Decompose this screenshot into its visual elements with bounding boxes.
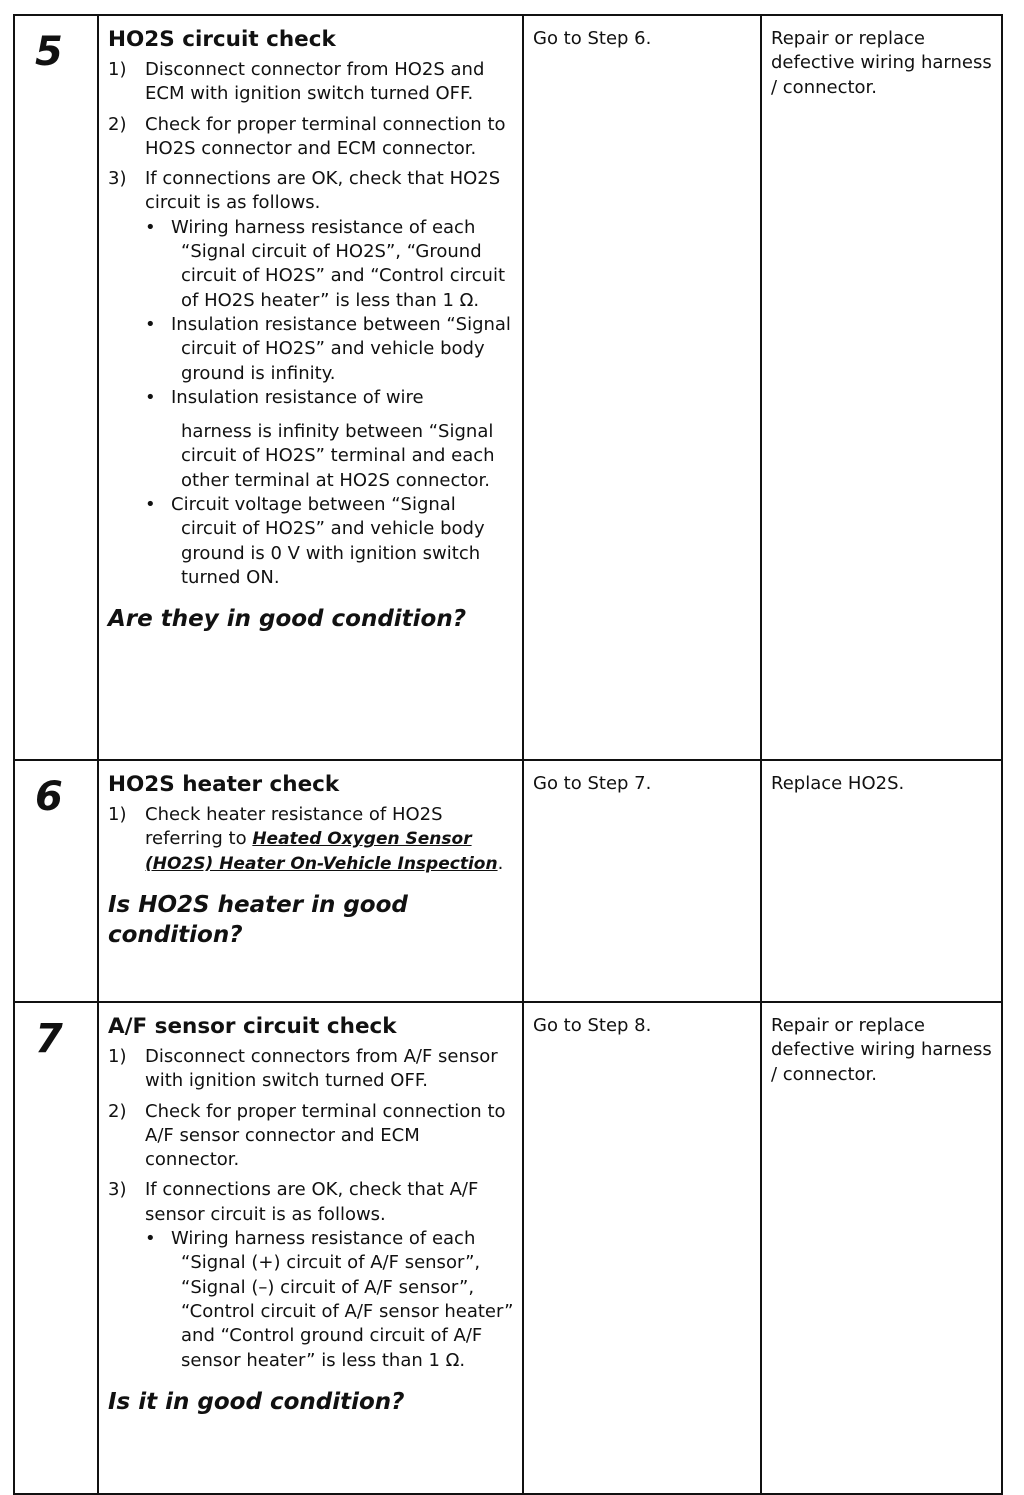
item-text: If connections are OK, check that A/F sensor circuit is as follows. (145, 1179, 479, 1225)
step-row-6 (14, 760, 1002, 1002)
bullet-item (108, 216, 514, 313)
bullet-dot-icon: • (145, 216, 156, 238)
troubleshooting-table (13, 14, 1003, 1495)
item-text: Check heater resistance of HO2S referring to (145, 804, 443, 850)
bullet-text: Insulation resistance of wire (171, 386, 424, 408)
bullet-text: Wiring harness resistance of each “Signal (+) circuit of A/F sensor”, “Signal (–) circuit of A/F sensor”, “Control circuit of A/F sensor heater” and “Control ground circuit of A/F sensor heater” is less than 1 Ω. (171, 1228, 514, 1371)
bullet-item (108, 493, 514, 590)
step-title: A/F sensor circuit check (108, 1014, 397, 1039)
bullet-text: Circuit voltage between “Signal circuit of HO2S” and vehicle body ground is 0 V with ignition switch turned ON. (171, 494, 485, 588)
bullet-dot-icon: • (145, 1228, 156, 1250)
action-item (108, 167, 514, 216)
no-action: Replace HO2S. (761, 760, 1002, 1002)
item-text: Check for proper terminal connection to A/F sensor connector and ECM connector. (145, 1100, 506, 1171)
yes-action: Go to Step 8. (523, 1002, 761, 1494)
action-item (108, 803, 514, 876)
no-action: Repair or replace defective wiring harness / connector. (761, 1002, 1002, 1494)
bullet-dot-icon: • (145, 494, 156, 516)
item-text: Disconnect connector from HO2S and ECM with ignition switch turned OFF. (145, 59, 485, 105)
inspection-reference-link[interactable]: Heated Oxygen Sensor (HO2S) Heater On-Vehicle Inspection (145, 829, 498, 874)
item-text-end: . (497, 852, 504, 874)
item-number: 1) (108, 804, 127, 825)
step-question: Is it in good condition? (108, 1388, 405, 1415)
item-number: 1) (108, 1046, 127, 1067)
yes-action: Go to Step 7. (523, 760, 761, 1002)
step-action-cell (98, 760, 523, 1002)
bullet-text: Insulation resistance between “Signal circuit of HO2S” and vehicle body ground is infinity. (171, 313, 511, 384)
step-question: Are they in good condition? (108, 606, 467, 633)
step-number: 6 (14, 760, 98, 1002)
item-number: 2) (108, 1100, 127, 1122)
step-row-5 (14, 15, 1002, 760)
item-number: 1) (108, 59, 127, 80)
action-item (108, 1100, 514, 1173)
step-title: HO2S heater check (108, 772, 340, 797)
bullet-dot-icon: • (145, 313, 156, 335)
action-item (108, 1045, 514, 1094)
bullet-continuation: harness is infinity between “Signal circuit of HO2S” terminal and each other terminal at HO2S connector. (181, 421, 495, 491)
action-item (108, 113, 514, 162)
action-item (108, 58, 514, 107)
step-title: HO2S circuit check (108, 27, 336, 52)
step-action-cell (98, 1002, 523, 1494)
no-action: Repair or replace defective wiring harness / connector. (761, 15, 1002, 760)
step-question: Is HO2S heater in good condition? (108, 891, 408, 948)
item-number: 2) (108, 113, 127, 135)
bullet-item (108, 386, 514, 410)
step-action-cell (98, 15, 523, 760)
bullet-text: Wiring harness resistance of each “Signal circuit of HO2S”, “Ground circuit of HO2S” and “Control circuit of HO2S heater” is less than 1 Ω. (171, 216, 506, 311)
action-item (108, 1178, 514, 1227)
item-number: 3) (108, 168, 127, 190)
item-text: If connections are OK, check that HO2S circuit is as follows. (145, 168, 501, 214)
item-text: Check for proper terminal connection to HO2S connector and ECM connector. (145, 113, 506, 159)
item-number: 3) (108, 1179, 127, 1201)
bullet-item (108, 313, 514, 386)
bullet-item (108, 1227, 514, 1373)
bullet-dot-icon: • (145, 386, 156, 408)
step-number: 5 (14, 15, 98, 760)
step-row-7 (14, 1002, 1002, 1494)
yes-action: Go to Step 6. (523, 15, 761, 760)
item-text: Disconnect connectors from A/F sensor with ignition switch turned OFF. (145, 1046, 498, 1092)
step-number: 7 (14, 1002, 98, 1494)
